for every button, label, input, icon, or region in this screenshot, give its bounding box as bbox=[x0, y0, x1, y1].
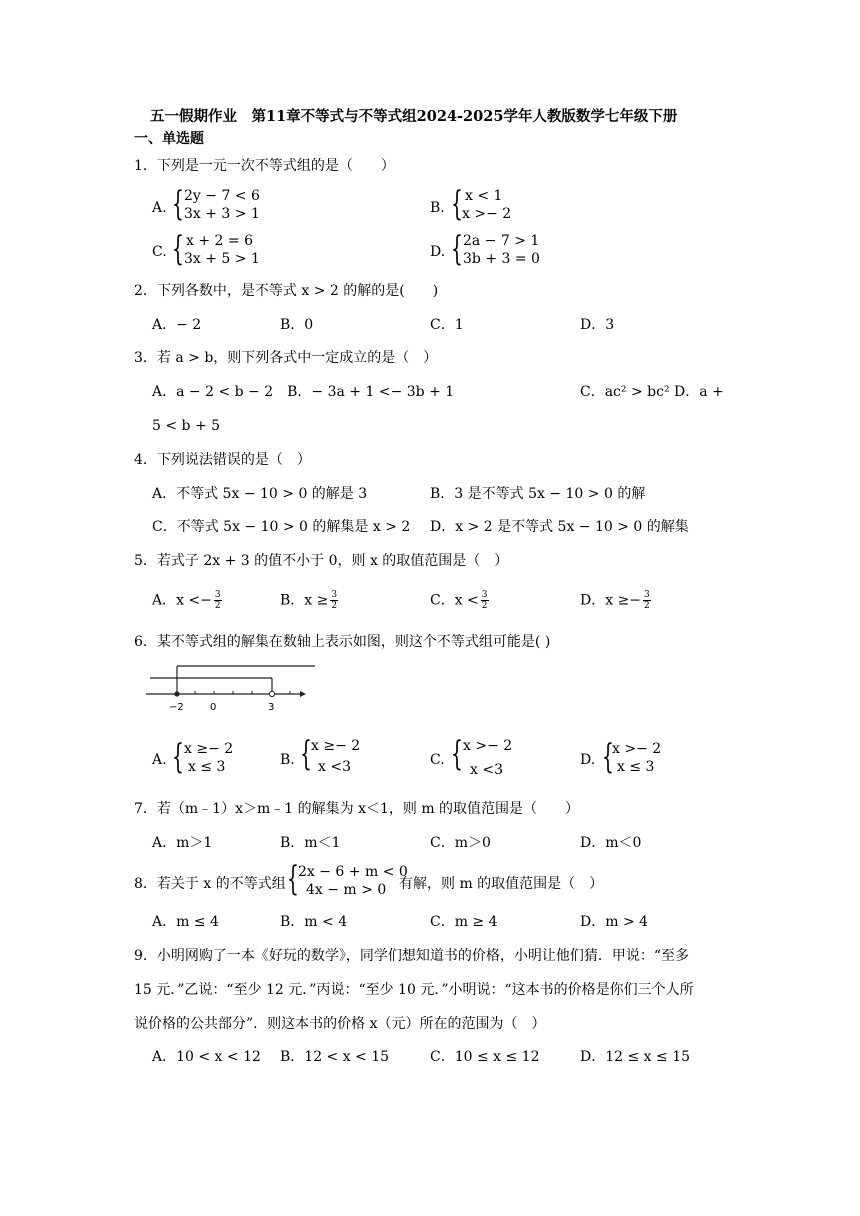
tick-label-3: 3 bbox=[268, 702, 275, 713]
q6-d-label: D. bbox=[580, 752, 596, 768]
q5-option-d bbox=[580, 590, 651, 611]
q4-option-a: A．不等式 5x − 10 > 0 的解是 3 bbox=[152, 486, 368, 502]
q2-option-d: D．3 bbox=[580, 317, 615, 333]
brace-icon: { bbox=[300, 734, 312, 774]
brace-icon: { bbox=[172, 229, 184, 269]
tick-label-neg2: −2 bbox=[169, 702, 184, 713]
q1-stem: 1．下列是一元一次不等式组的是（ ） bbox=[134, 158, 395, 174]
q1-d-line1: 2a − 7 > 1 bbox=[463, 233, 540, 249]
fraction: $\frac{3}{2}$ bbox=[331, 590, 338, 611]
q7-option-d: D．m＜0 bbox=[580, 835, 642, 851]
q6-a-line2: x ≤ 3 bbox=[188, 759, 226, 775]
q7-option-c: C．m＞0 bbox=[430, 835, 491, 851]
q1-b-label: B. bbox=[430, 200, 445, 216]
fraction: $\frac{3}{2}$ bbox=[214, 590, 221, 611]
page-title: 五一假期作业 第11章不等式与不等式组2024-2025学年人教版数学七年级下册 bbox=[150, 108, 678, 125]
q6-stem: 6．某不等式组的解集在数轴上表示如图，则这个不等式组可能是( ) bbox=[134, 634, 551, 650]
fraction: $\frac{3}{2}$ bbox=[481, 590, 488, 611]
q1-a-line2: 3x + 3 > 1 bbox=[184, 206, 260, 222]
q1-a-line1: 2y − 7 < 6 bbox=[184, 188, 260, 204]
fraction: $\frac{3}{2}$ bbox=[644, 590, 650, 611]
q2-stem: 2．下列各数中，是不等式 x > 2 的解的是( ) bbox=[134, 283, 439, 299]
q1-b-line1: x < 1 bbox=[465, 188, 503, 204]
q3-stem: 3．若 a > b，则下列各式中一定成立的是（ ） bbox=[134, 350, 438, 366]
q4-option-b: B．3 是不等式 5x − 10 > 0 的解 bbox=[430, 486, 646, 502]
brace-icon: { bbox=[451, 734, 463, 774]
section-heading: 一、单选题 bbox=[134, 131, 204, 147]
q5-d-text: D．x ≥− bbox=[580, 592, 642, 609]
q6-b-line2: x <3 bbox=[318, 759, 351, 775]
q1-d-line2: 3b + 3 = 0 bbox=[463, 251, 540, 267]
q6-a-line1: x ≥− 2 bbox=[184, 741, 234, 757]
q8-system-line1: 2x − 6 + m < 0 bbox=[298, 864, 408, 880]
q9-option-b: B．12 < x < 15 bbox=[280, 1049, 390, 1065]
q2-option-c: C．1 bbox=[430, 317, 464, 333]
q6-b-label: B. bbox=[280, 752, 295, 768]
q4-option-c: C．不等式 5x − 10 > 0 的解集是 x > 2 bbox=[152, 519, 411, 535]
q4-stem: 4．下列说法错误的是（ ） bbox=[134, 452, 311, 468]
q6-a-label: A. bbox=[152, 752, 167, 768]
q9-option-a: A．10 < x < 12 bbox=[152, 1049, 261, 1065]
brace-icon: { bbox=[451, 229, 463, 269]
brace-icon: { bbox=[602, 737, 614, 777]
number-line-figure bbox=[140, 658, 315, 720]
closed-point-icon bbox=[174, 691, 179, 696]
q6-c-line2: x <3 bbox=[470, 762, 503, 778]
q8-option-c: C．m ≥ 4 bbox=[430, 914, 498, 930]
q1-c-label: C. bbox=[152, 244, 167, 260]
q8-option-a: A．m ≤ 4 bbox=[152, 914, 219, 930]
q7-stem: 7．若（m﹣1）x＞m﹣1 的解集为 x＜1，则 m 的取值范围是（ ） bbox=[134, 801, 580, 817]
q5-stem: 5．若式子 2x + 3 的值不小于 0，则 x 的取值范围是（ ） bbox=[134, 553, 509, 569]
q1-d-label: D. bbox=[430, 244, 446, 260]
open-point-icon bbox=[269, 691, 274, 696]
brace-icon: { bbox=[172, 737, 184, 777]
q8-stem-post: 有解，则 m 的取值范围是（ ） bbox=[399, 876, 604, 892]
q5-c-text: C．x < bbox=[430, 592, 479, 609]
q5-b-text: B．x ≥ bbox=[280, 592, 329, 609]
q8-system-line2: 4x − m > 0 bbox=[306, 882, 387, 898]
brace-icon: { bbox=[451, 184, 463, 224]
tick-label-0: 0 bbox=[210, 702, 217, 713]
q2-option-a: A．− 2 bbox=[152, 317, 202, 333]
brace-icon: { bbox=[287, 859, 299, 899]
brace-icon: { bbox=[172, 184, 184, 224]
q6-b-line1: x ≥− 2 bbox=[311, 738, 361, 754]
q1-c-line1: x + 2 = 6 bbox=[186, 233, 253, 249]
q7-option-a: A．m＞1 bbox=[152, 835, 213, 851]
q2-option-b: B．0 bbox=[280, 317, 314, 333]
q6-c-label: C. bbox=[430, 752, 445, 768]
q7-option-b: B．m＜1 bbox=[280, 835, 341, 851]
q1-c-line2: 3x + 5 > 1 bbox=[184, 251, 260, 267]
q5-option-c bbox=[430, 590, 489, 611]
q3-options-cd: C．ac² > bc² D．a + bbox=[580, 384, 724, 400]
q1-a-label: A. bbox=[152, 200, 167, 216]
q9-option-d: D．12 ≤ x ≤ 15 bbox=[580, 1049, 691, 1065]
q5-option-b bbox=[280, 590, 338, 611]
q3-options-ab: A．a − 2 < b − 2 B．− 3a + 1 <− 3b + 1 bbox=[152, 384, 455, 400]
figure-background bbox=[140, 658, 315, 720]
q8-stem-pre: 8．若关于 x 的不等式组 bbox=[134, 876, 286, 892]
q9-line1: 9．小明网购了一本《好玩的数学》，同学们想知道书的价格，小明让他们猜．甲说：“至多 bbox=[134, 948, 690, 964]
q5-a-text: A．x <− bbox=[152, 592, 212, 609]
q6-c-line1: x >− 2 bbox=[463, 738, 513, 754]
q8-option-b: B．m < 4 bbox=[280, 914, 348, 930]
q9-line2: 15 元．”乙说：“至少 12 元．”丙说：“至少 10 元．”小明说：“这本书的价格是你们三个人所 bbox=[134, 982, 694, 998]
q6-d-line2: x ≤ 3 bbox=[617, 759, 655, 775]
q6-d-line1: x >− 2 bbox=[612, 741, 662, 757]
q9-option-c: C．10 ≤ x ≤ 12 bbox=[430, 1049, 540, 1065]
q5-option-a bbox=[152, 590, 222, 611]
q3-option-d-cont: 5 < b + 5 bbox=[152, 418, 221, 434]
q4-option-d: D．x > 2 是不等式 5x − 10 > 0 的解集 bbox=[430, 519, 689, 535]
q8-option-d: D．m > 4 bbox=[580, 914, 649, 930]
q1-b-line2: x >− 2 bbox=[462, 206, 512, 222]
q9-line3: 说价格的公共部分”．则这本书的价格 x（元）所在的范围为（ ） bbox=[134, 1016, 546, 1032]
